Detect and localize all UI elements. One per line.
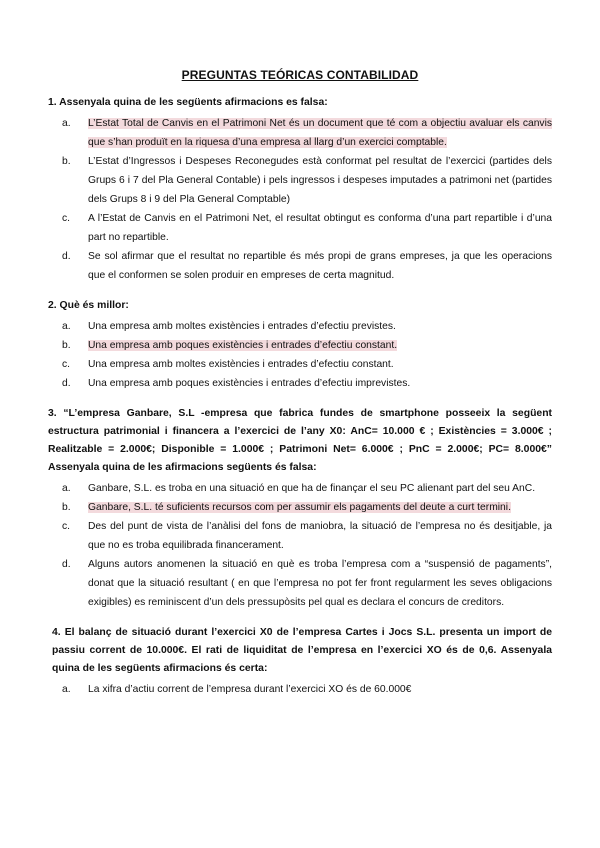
question-heading: 4. El balanç de situació durant l’exercici X0 de l’empresa Cartes i Jocs S.L. presenta un import de passiu corrent de 10.000€. El rati de liquiditat de l’empresa en l’exercici XO és de 0,6. Assenyala quina de les següents afirmacions és certa: (52, 627, 552, 674)
option-item (48, 374, 552, 393)
option-item (48, 114, 552, 152)
question-3 (48, 405, 552, 612)
option-text: Una empresa amb moltes existències i entrades d’efectiu previstes. (88, 321, 396, 332)
option-item (48, 336, 552, 355)
option-item (48, 247, 552, 285)
option-letter: b. (62, 156, 71, 167)
option-item (48, 479, 552, 498)
option-text: Ganbare, S.L. es troba en una situació en que ha de finançar el seu PC alienant part del seu AnC. (88, 483, 536, 494)
option-letter: c. (62, 213, 71, 224)
option-text: Se sol afirmar que el resultat no repartible és més propi de grans empreses, ja que les operacions que el conformen se solen produir en empreses de certa magnitud. (88, 251, 552, 281)
option-letter: b. (62, 340, 71, 351)
option-text: Des del punt de vista de l’anàlisi del fons de maniobra, la situació de l’empresa no és desitjable, ja que no es troba equilibrada financerament. (88, 521, 552, 551)
document-title: PREGUNTAS TEÓRICAS CONTABILIDAD (181, 68, 419, 82)
option-letter: d. (62, 559, 71, 570)
option-item (48, 555, 552, 612)
option-letter: d. (62, 251, 71, 262)
question-heading: 1. Assenyala quina de les següents afirmacions es falsa: (48, 97, 328, 108)
options-list (48, 680, 552, 699)
option-text: L’Estat d’Ingressos i Despeses Reconegudes està conformat pel resultat de l’exercici (partides dels Grups 6 i 7 del Pla General Contable) i pels ingressos i despeses imputades a patrimoni net (partides dels Grups 8 i 9 del Pla General Comptable) (88, 156, 552, 205)
option-letter: a. (62, 483, 71, 494)
option-text-highlighted: Una empresa amb poques existències i entrades d’efectiu constant. (88, 340, 398, 351)
option-item (48, 517, 552, 555)
option-text: La xifra d’actiu corrent de l’empresa durant l’exercici XO és de 60.000€ (88, 684, 412, 695)
question-heading: 3. “L’empresa Ganbare, S.L -empresa que fabrica fundes de smartphone posseeix la següent estructura patrimonial i financera a l’exercici de l’any X0: AnC= 10.000 € ; Existències = 3.000€ ; Realitzable = 2.000€; Disponible = 1.000€ ; Patrimoni Net= 6.000€ ; PnC = 2.000€; PC= 8.000€” Assenyala quina de les afirmacions següents és falsa: (48, 408, 552, 473)
questions-list (48, 94, 552, 699)
option-letter: b. (62, 502, 71, 513)
question-1 (48, 94, 552, 285)
option-letter: a. (62, 684, 71, 695)
option-text-highlighted: Ganbare, S.L. té suficients recursos com per assumir els pagaments del deute a curt termini. (88, 502, 511, 513)
option-item (48, 209, 552, 247)
option-text: A l’Estat de Canvis en el Patrimoni Net, el resultat obtingut es conforma d’una part repartible i d’una part no repartible. (88, 213, 552, 243)
question-heading: 2. Què és millor: (48, 300, 129, 311)
options-list (48, 479, 552, 612)
option-item (48, 355, 552, 374)
option-letter: d. (62, 378, 71, 389)
options-list (48, 114, 552, 285)
option-item (48, 152, 552, 209)
option-item (48, 498, 552, 517)
option-letter: a. (62, 321, 71, 332)
question-2 (48, 297, 552, 393)
option-letter: c. (62, 359, 71, 370)
option-text: Una empresa amb moltes existències i entrades d’efectiu constant. (88, 359, 394, 370)
question-4 (48, 624, 552, 699)
option-text: Una empresa amb poques existències i entrades d’efectiu imprevistes. (88, 378, 411, 389)
option-item (48, 317, 552, 336)
option-text-highlighted: L’Estat Total de Canvis en el Patrimoni Net és un document que té com a objectiu avaluar els canvis que s’han produït en la riquesa d’una empresa al llarg d’un exercici comptable. (88, 118, 552, 148)
option-text: Alguns autors anomenen la situació en què es troba l’empresa com a “suspensió de pagaments”, donat que la situació resultant ( en que l’empresa no pot fer front regularment les seves obligacions exigibles) es reminiscent d’un dels pressupòsits pel qual es declara el concurs de creditors. (88, 559, 552, 608)
option-item (48, 680, 552, 699)
options-list (48, 317, 552, 393)
option-letter: c. (62, 521, 71, 532)
option-letter: a. (62, 118, 71, 129)
